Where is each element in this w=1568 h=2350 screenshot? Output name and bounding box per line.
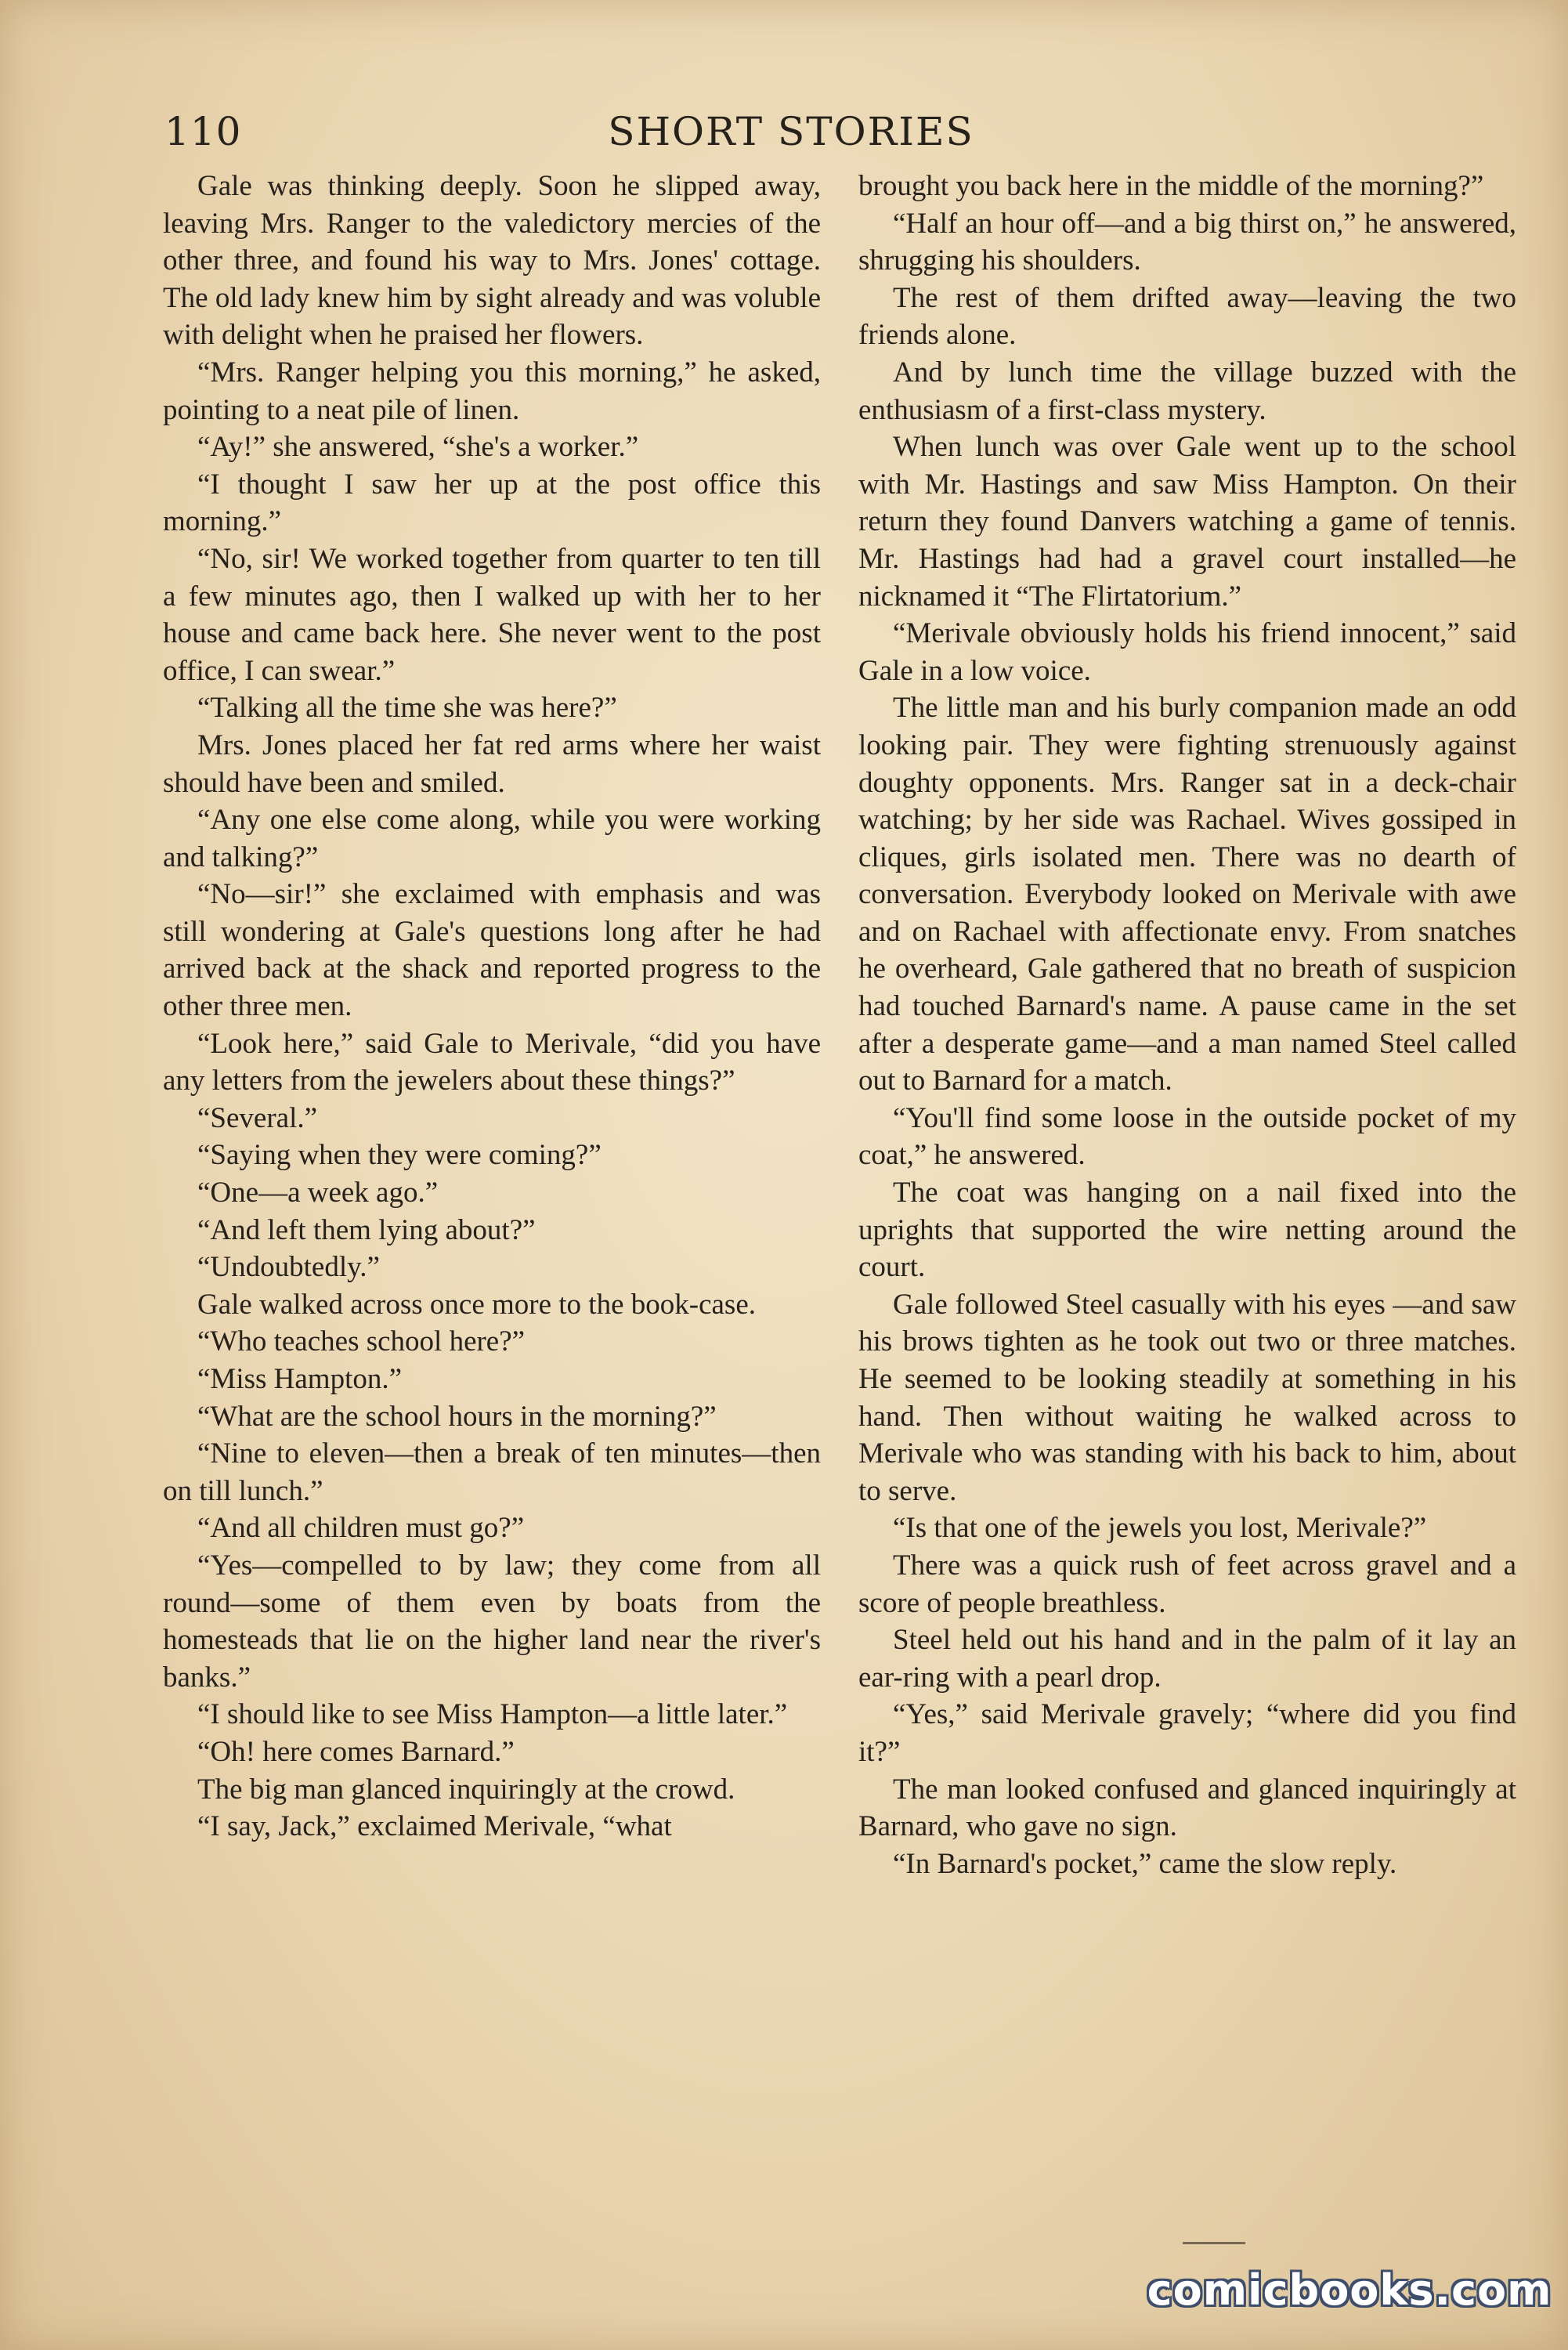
page-number: 110 [164, 109, 242, 154]
paragraph: “I say, Jack,” exclaimed Merivale, “what [197, 1810, 672, 1843]
paragraph: Gale walked across once more to the book-case. [197, 1288, 756, 1321]
page-header [164, 100, 1418, 163]
paragraph: “Ay!” she answered, “she's a worker.” [197, 431, 639, 464]
paragraph: “In Barnard's pocket,” came the slow reply. [893, 1847, 1397, 1880]
paragraph: There was a quick rush of feet across gravel and a score of people breathless. [858, 1549, 1516, 1619]
paragraph: Gale was thinking deeply. Soon he slipped away, leaving Mrs. Ranger to the valedictory mercies of the other three, and found his way to Mrs. Jones' cottage. The old lady knew him by sight already and was voluble with delight when he praised her flowers. [163, 170, 821, 352]
running-head: SHORT STORIES [608, 109, 974, 154]
paragraph: The rest of them drifted away—leaving the two friends alone. [858, 281, 1516, 352]
paragraph: Gale followed Steel casually with his eyes —and saw his brows tighten as he took out two or three matches. He seemed to be looking steadily at something in his hand. Then without waiting he walked across to Merivale who was standing with his back to him, about to serve. [858, 1288, 1516, 1507]
paragraph-continuation: brought you back here in the middle of the morning?” [858, 170, 1484, 202]
paragraph: The big man glanced inquiringly at the crowd. [197, 1773, 735, 1806]
paragraph: “Merivale obviously holds his friend innocent,” said Gale in a low voice. [858, 617, 1516, 687]
left-column [163, 168, 821, 2189]
paragraph: “Mrs. Ranger helping you this morning,” he asked, pointing to a neat pile of linen. [163, 356, 821, 426]
paragraph: “I thought I saw her up at the post office this morning.” [163, 468, 821, 538]
paragraph: “Saying when they were coming?” [197, 1139, 602, 1172]
paragraph: “Any one else come along, while you were working and talking?” [163, 804, 821, 873]
paragraph: “One—a week ago.” [197, 1177, 439, 1209]
paragraph: “No, sir! We worked together from quarter to ten till a few minutes ago, then I walked up with her to her house and came back here. She never went to the post office, I can swear.” [163, 542, 821, 687]
paragraph: “Who teaches school here?” [197, 1325, 526, 1358]
right-column [858, 168, 1516, 2189]
paragraph: “Miss Hampton.” [197, 1363, 403, 1395]
paragraph: The coat was hanging on a nail fixed into the uprights that supported the wire netting around the court. [858, 1177, 1516, 1284]
end-ornament [1183, 2242, 1245, 2249]
paragraph: “Nine to eleven—then a break of ten minutes—then on till lunch.” [163, 1437, 821, 1507]
paragraph: “Is that one of the jewels you lost, Merivale?” [893, 1512, 1427, 1545]
paragraph: “You'll find some loose in the outside pocket of my coat,” he answered. [858, 1101, 1516, 1172]
paragraph: The little man and his burly companion made an odd looking pair. They were fighting strenuously against doughty opponents. Mrs. Ranger sat in a deck-chair watching; by her side was Rachael. Wives gossiped in cliques, girls isolated men. There was no dearth of conversation. Everybody looked on Merivale with awe and on Rachael with affectionate envy. From snatches he overheard, Gale gathered that no breath of suspicion had touched Barnard's name. A pause came in the set after a desperate game—and a man named Steel called out to Barnard for a match. [858, 692, 1516, 1097]
paragraph: Mrs. Jones placed her fat red arms where her waist should have been and smiled. [163, 728, 821, 799]
paragraph: “No—sir!” she exclaimed with emphasis and was still wondering at Gale's questions long after he had arrived back at the shack and reported progress to the other three men. [163, 878, 821, 1023]
paragraph: “Look here,” said Gale to Merivale, “did you have any letters from the jewelers about these things?” [163, 1027, 821, 1097]
paragraph: “What are the school hours in the morning?” [197, 1400, 717, 1433]
paragraph: “Half an hour off—and a big thirst on,” he answered, shrugging his shoulders. [858, 207, 1516, 277]
paragraph: “Yes—compelled to by law; they come from all round—some of them even by boats from the homesteads that lie on the higher land near the river's banks.” [163, 1549, 821, 1694]
watermark-logo: comicbooks.com [1147, 2265, 1552, 2315]
paragraph: “Yes,” said Merivale gravely; “where did you find it?” [858, 1698, 1516, 1768]
paragraph: “Talking all the time she was here?” [197, 692, 617, 725]
paragraph: “Oh! here comes Barnard.” [197, 1735, 515, 1768]
paragraph: And by lunch time the village buzzed with the enthusiasm of a first-class mystery. [858, 356, 1516, 426]
paragraph: “And left them lying about?” [197, 1213, 536, 1246]
paragraph: “Several.” [197, 1101, 318, 1134]
paragraph: “And all children must go?” [197, 1512, 525, 1545]
paragraph: “Undoubtedly.” [197, 1251, 380, 1284]
paragraph: Steel held out his hand and in the palm of it lay an ear-ring with a pearl drop. [858, 1624, 1516, 1694]
paragraph: When lunch was over Gale went up to the school with Mr. Hastings and saw Miss Hampton. On their return they found Danvers watching a game of tennis. Mr. Hastings had had a gravel court installed—he nicknamed it “The Flirtatorium.” [858, 431, 1516, 613]
paragraph: “I should like to see Miss Hampton—a little later.” [197, 1698, 788, 1731]
paragraph: The man looked confused and glanced inquiringly at Barnard, who gave no sign. [858, 1773, 1516, 1843]
